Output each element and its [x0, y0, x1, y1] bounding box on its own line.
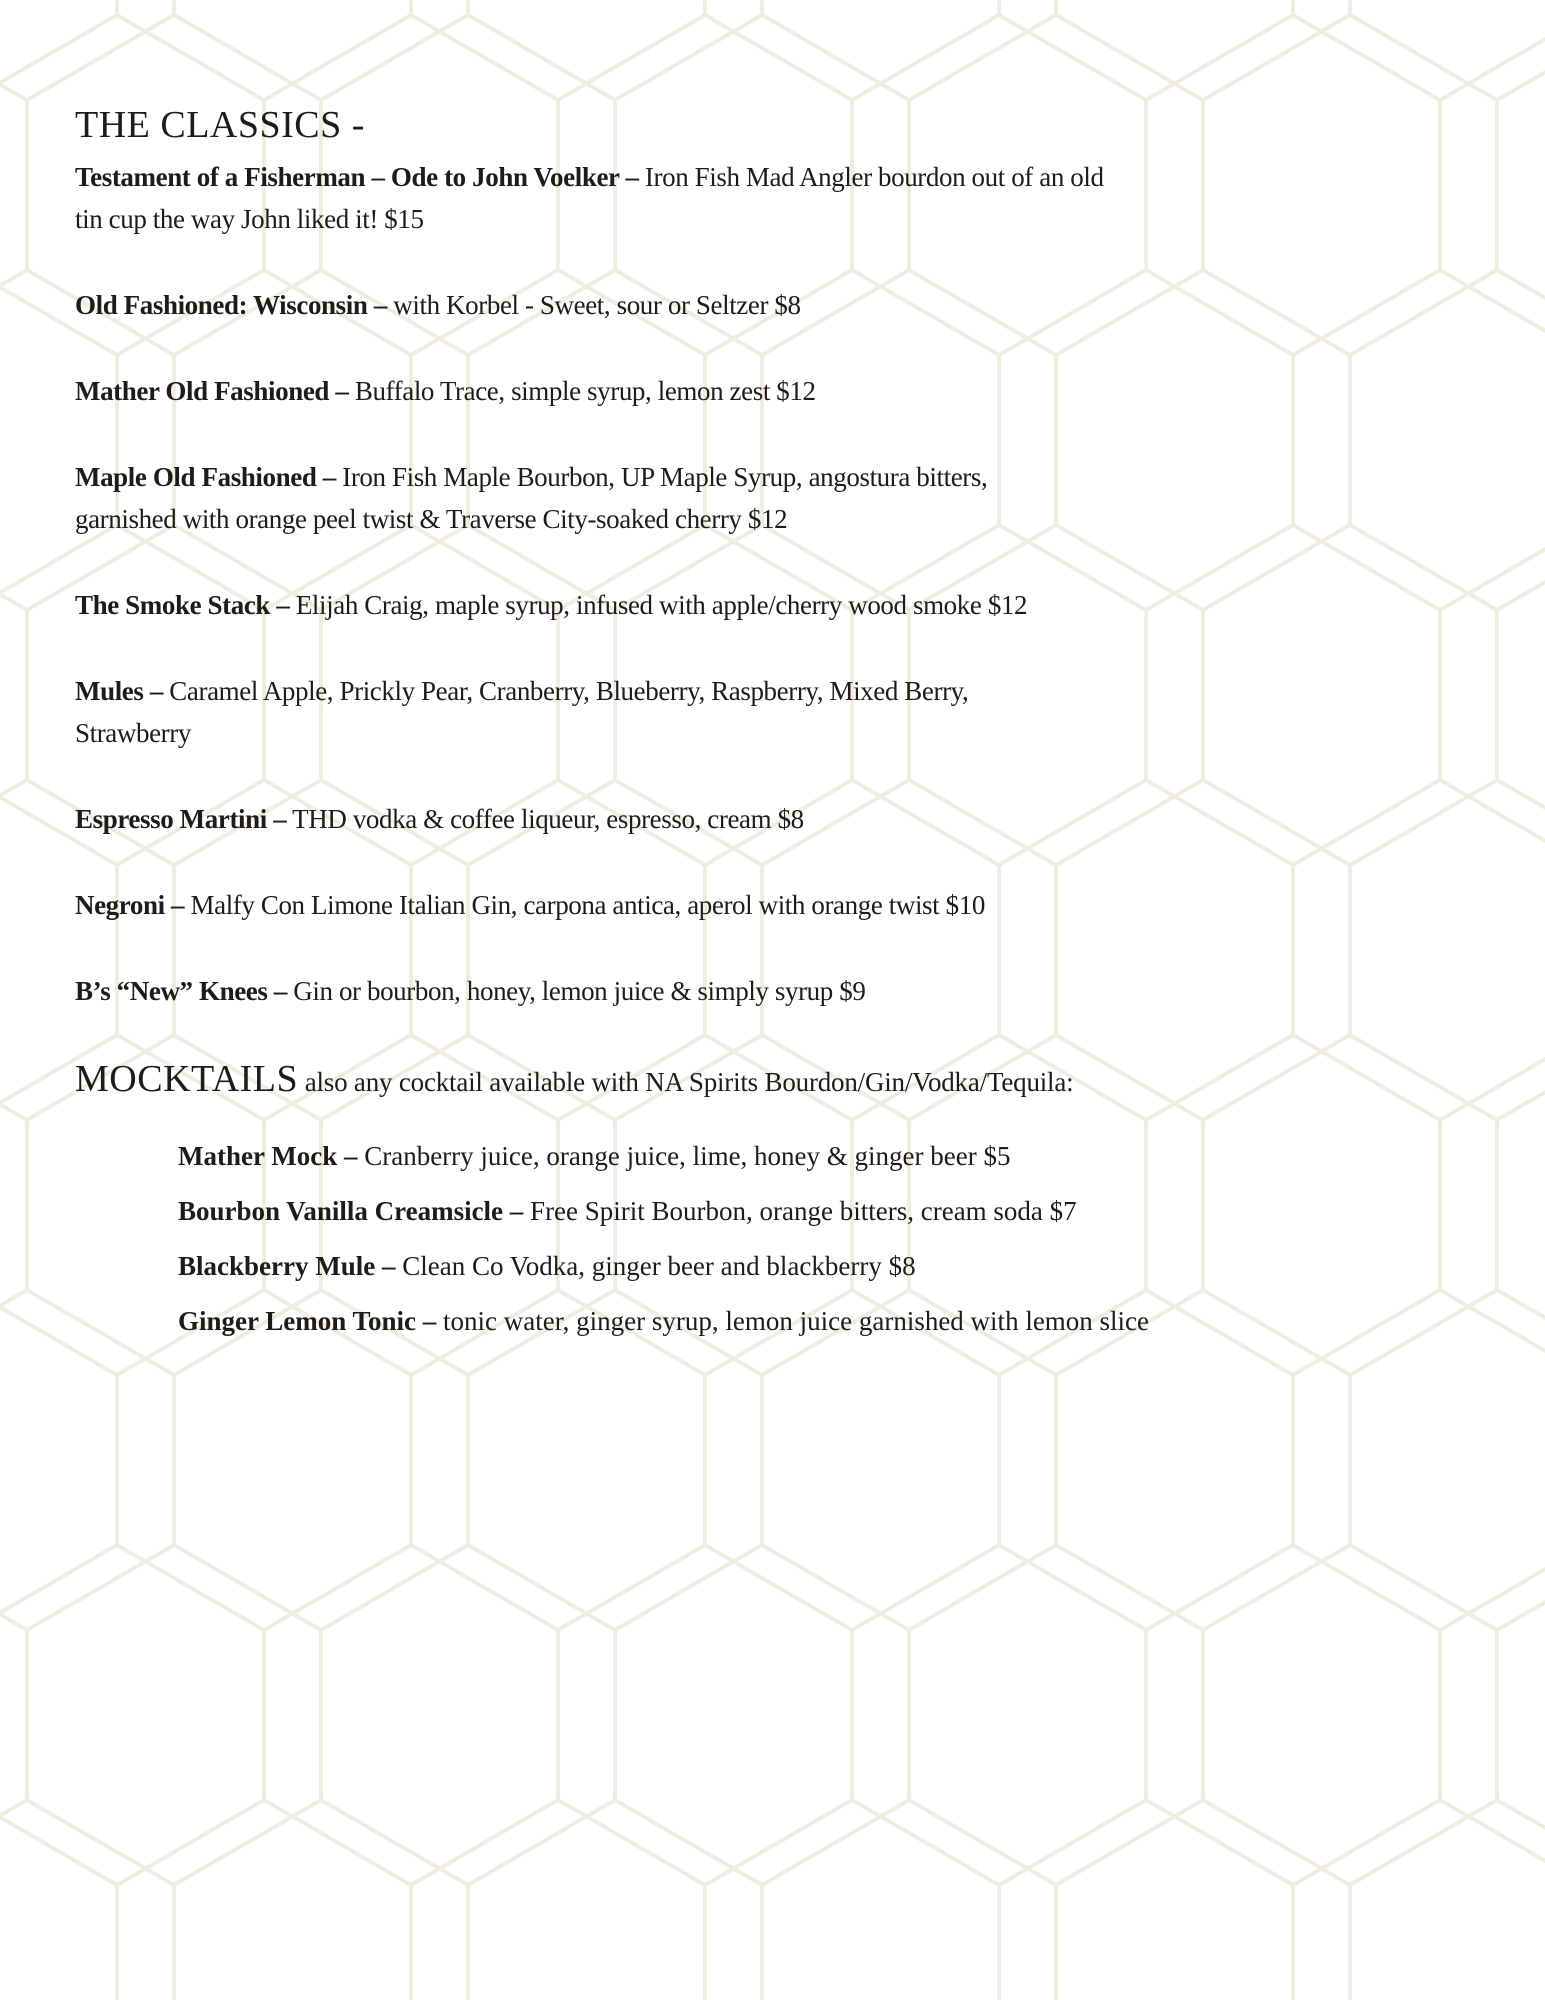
item-description: Cranberry juice, orange juice, lime, honey & ginger beer $5 [357, 1141, 1011, 1171]
item-description: Gin or bourbon, honey, lemon juice & simply syrup $9 [286, 976, 866, 1006]
item-name: Old Fashioned: Wisconsin – [75, 290, 387, 320]
menu-item-bs-new-knees [75, 970, 1465, 1012]
item-description: tonic water, ginger syrup, lemon juice garnished with lemon slice [436, 1306, 1150, 1336]
item-name: B’s “New” Knees – [75, 976, 287, 1006]
menu-item-testament-of-a-fisherman [75, 156, 1465, 240]
mocktails-section [75, 1056, 1465, 1342]
menu-item-bourbon-vanilla-creamsicle [178, 1190, 1465, 1232]
item-description: Iron Fish Mad Angler bourdon out of an old [638, 162, 1104, 192]
menu-item-espresso-martini [75, 798, 1465, 840]
item-name: Negroni – [75, 890, 185, 920]
item-description-line2: Strawberry [75, 718, 191, 748]
item-name: Maple Old Fashioned – [75, 462, 336, 492]
menu-item-old-fashioned-wisconsin [75, 284, 1465, 326]
item-name: Espresso Martini – [75, 804, 287, 834]
classics-section-title: THE CLASSICS - [75, 104, 365, 146]
item-description: Elijah Craig, maple syrup, infused with apple/cherry wood smoke $12 [289, 590, 1028, 620]
mocktails-section-title: MOCKTAILS [75, 1058, 299, 1100]
item-name: Mather Old Fashioned – [75, 376, 349, 406]
item-name: Mules – [75, 676, 163, 706]
menu-item-mules [75, 670, 1465, 754]
item-description: with Korbel - Sweet, sour or Seltzer $8 [386, 290, 801, 320]
mocktails-section-header [75, 1056, 1465, 1105]
mocktails-tagline: also any cocktail available with NA Spirits Bourdon/Gin/Vodka/Tequila: [298, 1067, 1074, 1097]
item-description: Malfy Con Limone Italian Gin, carpona antica, aperol with orange twist $10 [184, 890, 985, 920]
menu-item-mather-mock [178, 1135, 1465, 1177]
menu-item-negroni [75, 884, 1465, 926]
item-name: Bourbon Vanilla Creamsicle – [178, 1196, 524, 1226]
menu-item-the-smoke-stack [75, 584, 1465, 626]
item-description: Clean Co Vodka, ginger beer and blackberry $8 [395, 1251, 916, 1281]
item-description: THD vodka & coffee liqueur, espresso, cream $8 [286, 804, 804, 834]
item-description-line2: tin cup the way John liked it! $15 [75, 204, 424, 234]
menu-item-ginger-lemon-tonic [178, 1300, 1465, 1342]
menu-item-maple-old-fashioned [75, 456, 1465, 540]
item-name: Mather Mock – [178, 1141, 358, 1171]
item-description: Free Spirit Bourbon, orange bitters, cream soda $7 [523, 1196, 1077, 1226]
item-description: Buffalo Trace, simple syrup, lemon zest $12 [348, 376, 816, 406]
item-name: Testament of a Fisherman – Ode to John Voelker – [75, 162, 639, 192]
menu-item-blackberry-mule [178, 1245, 1465, 1287]
item-description: Iron Fish Maple Bourbon, UP Maple Syrup, angostura bitters, [335, 462, 988, 492]
item-description-line2: garnished with orange peel twist & Traverse City-soaked cherry $12 [75, 504, 788, 534]
item-name: Ginger Lemon Tonic – [178, 1306, 437, 1336]
item-name: The Smoke Stack – [75, 590, 290, 620]
item-description: Caramel Apple, Prickly Pear, Cranberry, Blueberry, Raspberry, Mixed Berry, [162, 676, 969, 706]
menu-item-mather-old-fashioned [75, 370, 1465, 412]
item-name: Blackberry Mule – [178, 1251, 396, 1281]
